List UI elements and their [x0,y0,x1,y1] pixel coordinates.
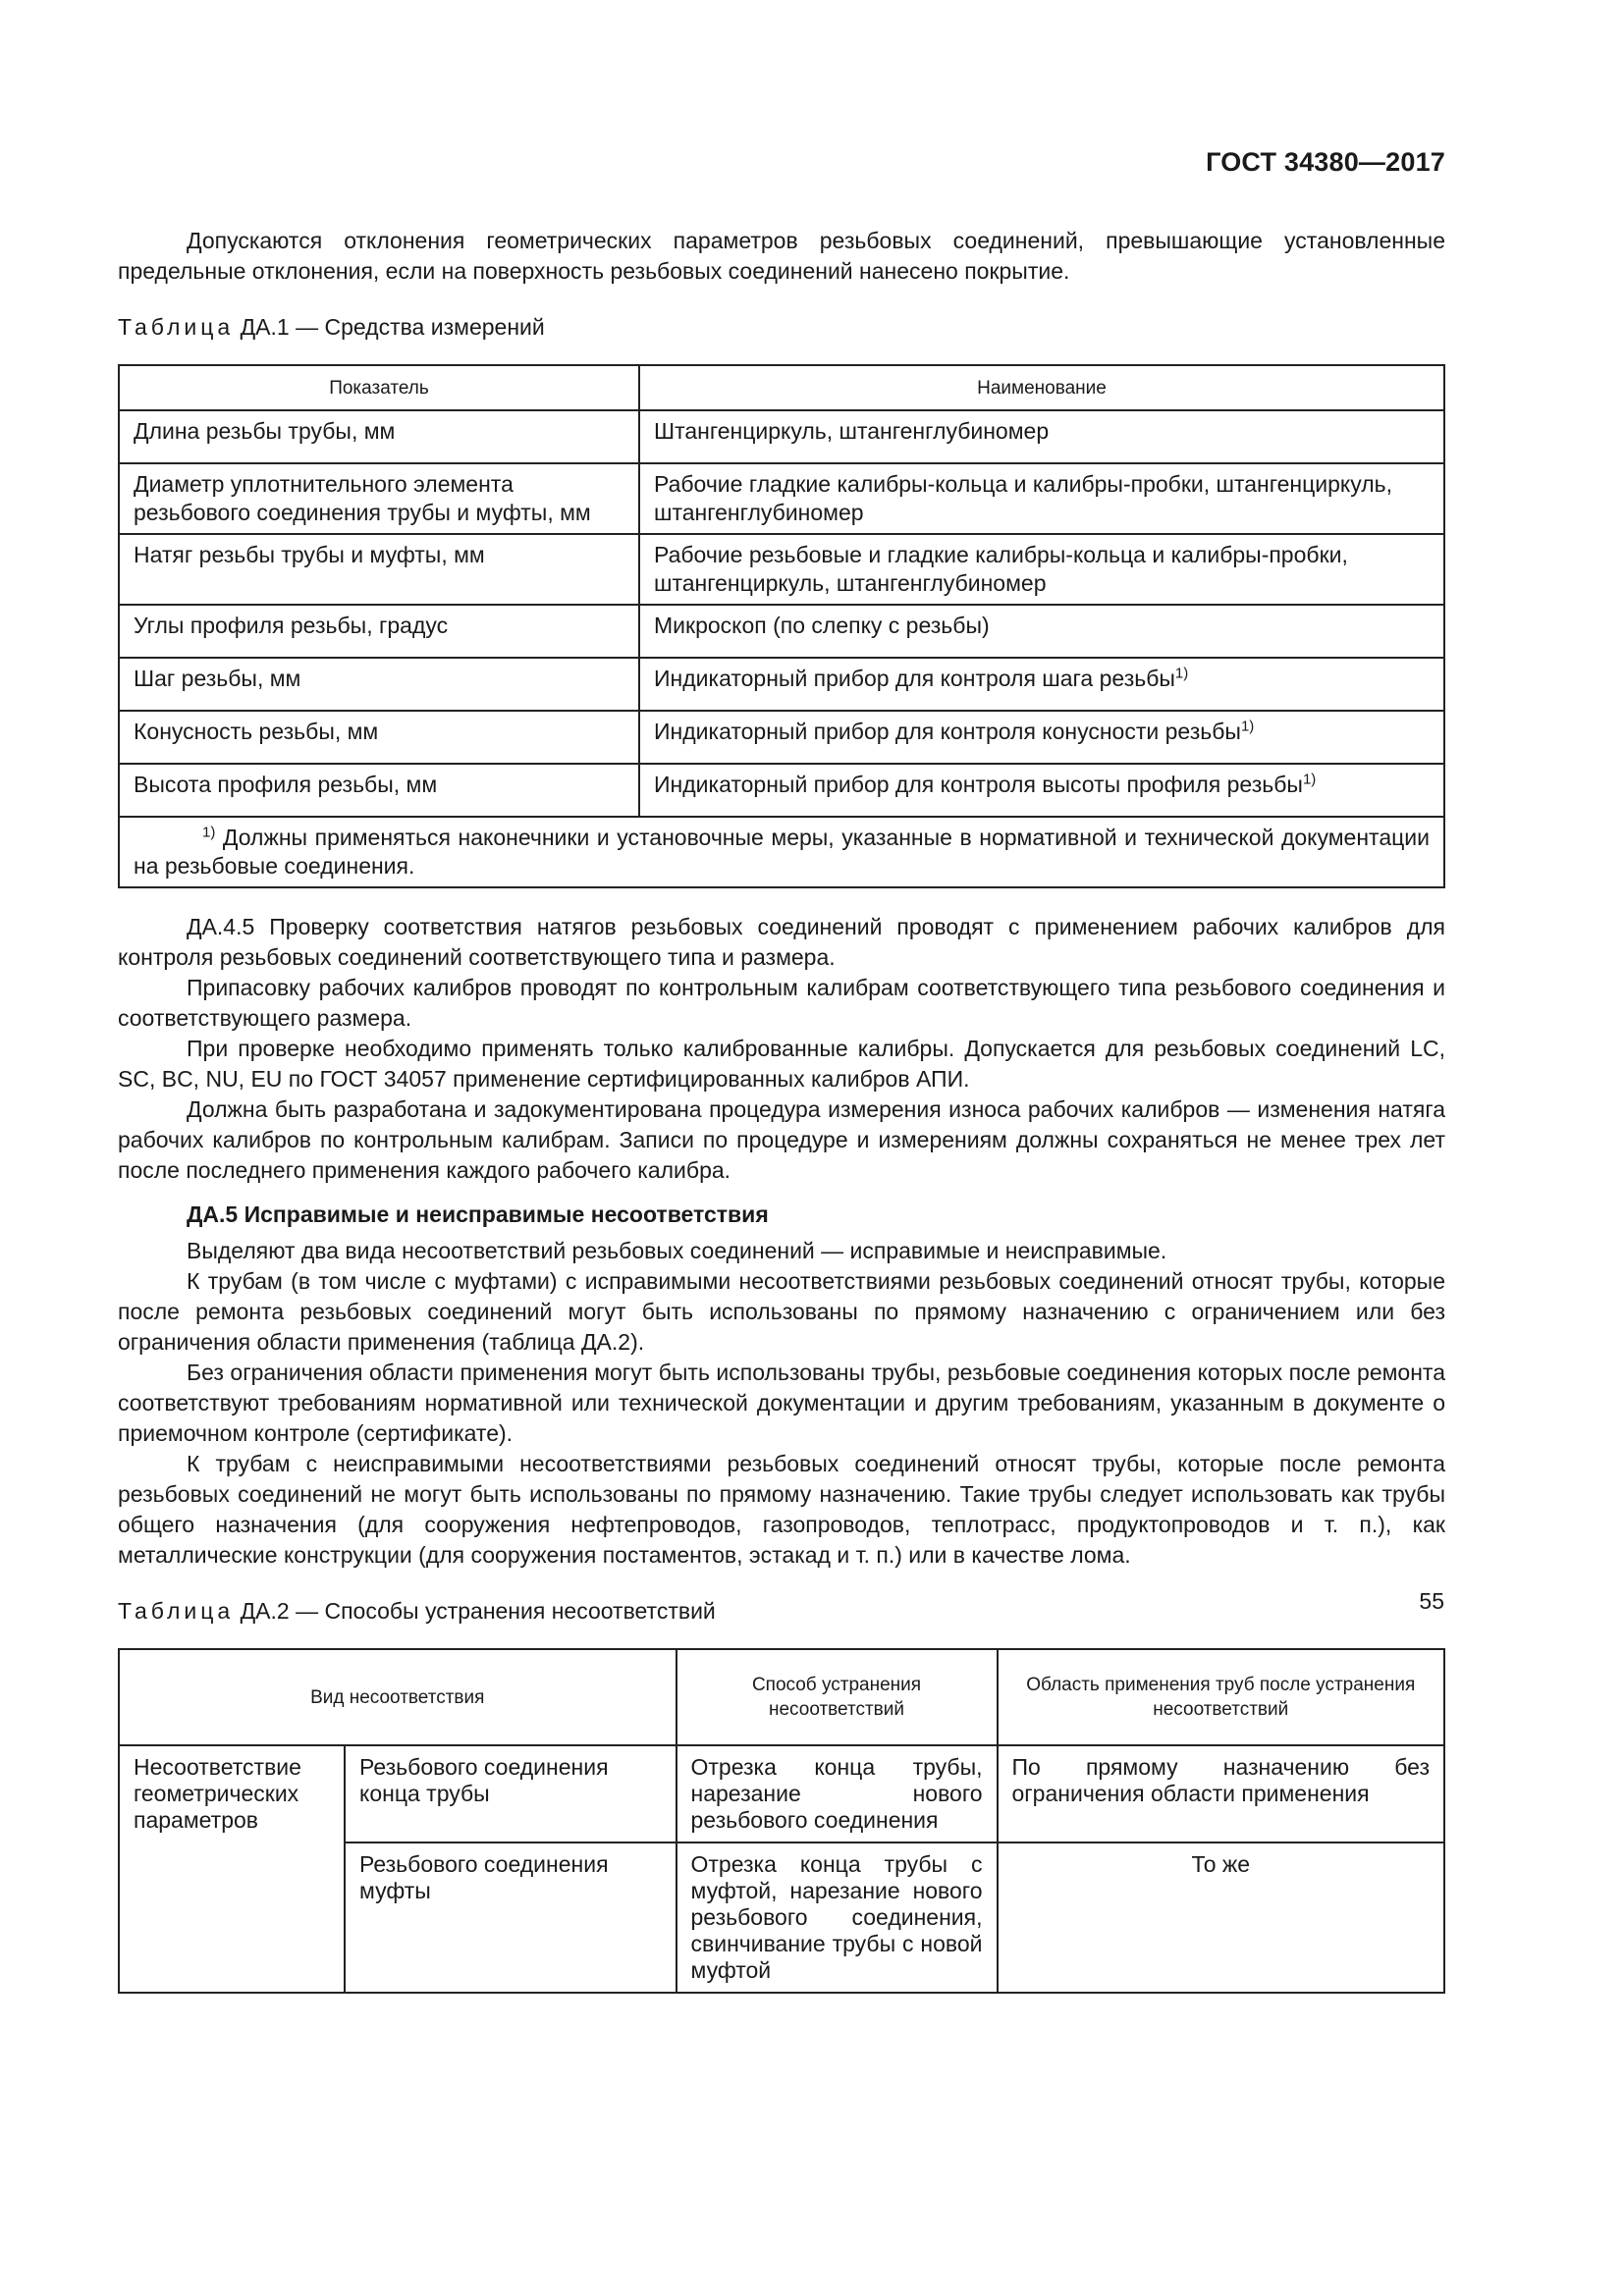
footnote-marker: 1) [1174,665,1189,682]
table1-instrument-cell: Рабочие резьбовые и гладкие калибры-кольца и калибры-пробки, штангенциркуль, штангенглубиномер [639,534,1444,605]
paragraph: Без ограничения области применения могут быть использованы трубы, резьбовые соединения которых после ремонта соответствуют требованиям нормативной или технической документации и другим требованиям, указанным в документе о приемочном контроле (сертификате). [118,1360,1445,1446]
paragraph: ДА.4.5 Проверку соответствия натягов резьбовых соединений проводят с применением рабочих калибров для контроля резьбовых соединений соответствующего типа и размера. [118,914,1445,970]
table1-parameter-cell: Углы профиля резьбы, градус [119,605,639,658]
table1-header-row [119,365,1444,410]
paragraph: При проверке необходимо применять только калиброванные калибры. Допускается для резьбовых соединений LC, SC, BC, NU, EU по ГОСТ 34057 применение сертифицированных калибров АПИ. [118,1036,1445,1092]
nonconformity-table [118,1648,1445,1994]
table2-header-kind: Вид несоответствия [119,1649,677,1745]
section-da5 [118,1236,1445,1571]
table-row [119,605,1444,658]
table1-instrument-cell [639,711,1444,764]
paragraph: Выделяют два вида несоответствий резьбовых соединений — исправимые и неисправимые. [187,1238,1167,1263]
table2-method-cell: Отрезка конца трубы с муфтой, нарезание нового резьбового соединения, свинчивание трубы с новой муфтой [677,1842,998,1993]
table2-group-cell: Несоответствие геометрических параметров [119,1745,345,1993]
paragraph: К трубам с неисправимыми несоответствиями резьбовых соединений относят трубы, которые после ремонта резьбовых соединений не могут быть использованы по прямому назначению. Такие трубы следует использовать как трубы общего назначения (для сооружения нефтепроводов, газопроводов, теплотрасс, продуктопроводов и т. п.), как металлические конструкции (для сооружения постаментов, эстакад и т. п.) или в качестве лома. [118,1451,1445,1568]
table1-footnote [119,817,1444,887]
instrument-text: Индикаторный прибор для контроля конусности резьбы [654,719,1241,744]
table1-parameter-cell: Конусность резьбы, мм [119,711,639,764]
table2-method-cell: Отрезка конца трубы, нарезание нового резьбового соединения [677,1745,998,1842]
table-row [119,658,1444,711]
table1-instrument-cell: Рабочие гладкие калибры-кольца и калибры-пробки, штангенциркуль, штангенглубиномер [639,463,1444,534]
section-da45 [118,912,1445,1186]
table1-parameter-cell: Длина резьбы трубы, мм [119,410,639,463]
footnote-text: Должны применяться наконечники и установочные меры, указанные в нормативной и технической документации на резьбовые соединения. [134,825,1430,879]
table2-scope-cell: То же [998,1842,1445,1993]
table1-instrument-cell: Микроскоп (по слепку с резьбы) [639,605,1444,658]
table1-footnote-row [119,817,1444,887]
table2-caption-word: Таблица [118,1598,235,1624]
instrument-text: Индикаторный прибор для контроля высоты профиля резьбы [654,772,1303,797]
table1-header-parameter: Показатель [119,365,639,410]
intro-paragraph: Допускаются отклонения геометрических параметров резьбовых соединений, превышающие установленные предельные отклонения, если на поверхность резьбовых соединений нанесено покрытие. [118,228,1445,284]
table1-header-instrument: Наименование [639,365,1444,410]
table-row [119,764,1444,817]
table-row [119,410,1444,463]
table-row [119,534,1444,605]
table1-parameter-cell: Натяг резьбы трубы и муфты, мм [119,534,639,605]
footnote-marker: 1) [1302,771,1317,788]
footnote-marker: 1) [202,824,216,841]
table1-parameter-cell: Высота профиля резьбы, мм [119,764,639,817]
table1-caption [118,312,1445,343]
measurement-tools-table [118,364,1445,888]
table-row [119,711,1444,764]
page-content [118,226,1445,1994]
table1-caption-word: Таблица [118,314,235,340]
paragraph: Должна быть разработана и задокументирована процедура измерения износа рабочих калибров — изменения натяга рабочих калибров по контрольным калибрам. Записи по процедуре и измерениям должны сохраняться не менее трех лет после последнего применения каждого рабочего калибра. [118,1096,1445,1183]
table2-header-scope: Область применения труб после устранения несоответствий [998,1649,1445,1745]
table2-header-row [119,1649,1444,1745]
table2-caption-text: ДА.2 — Способы устранения несоответствий [240,1598,716,1624]
table2-scope-cell: По прямому назначению без ограничения области применения [998,1745,1445,1842]
section-heading: ДА.5 Исправимые и неисправимые несоответствия [187,1201,769,1227]
table1-caption-text: ДА.1 — Средства измерений [240,314,545,340]
table2-header-method: Способ устранения несоответствий [677,1649,998,1745]
document-code: ГОСТ 34380—2017 [1206,147,1445,177]
table1-parameter-cell: Диаметр уплотнительного элемента резьбового соединения трубы и муфты, мм [119,463,639,534]
instrument-text: Индикаторный прибор для контроля шага резьбы [654,666,1175,691]
table2-kind-cell: Резьбового соединения конца трубы [345,1745,677,1842]
paragraph: Припасовку рабочих калибров проводят по контрольным калибрам соответствующего типа резьбового соединения и соответствующего размера. [118,975,1445,1031]
paragraph: К трубам (в том числе с муфтами) с исправимыми несоответствиями резьбовых соединений относят трубы, которые после ремонта резьбовых соединений могут быть использованы по прямому назначению с ограничением или без ограничения области применения (таблица ДА.2). [118,1268,1445,1355]
table2-caption [118,1596,1445,1627]
table-row [119,463,1444,534]
table1-instrument-cell: Штангенциркуль, штангенглубиномер [639,410,1444,463]
page-number: 55 [1419,1588,1444,1614]
table1-instrument-cell [639,658,1444,711]
table1-instrument-cell [639,764,1444,817]
footnote-marker: 1) [1240,718,1255,735]
table1-parameter-cell: Шаг резьбы, мм [119,658,639,711]
table-row [119,1745,1444,1842]
table2-kind-cell: Резьбового соединения муфты [345,1842,677,1993]
